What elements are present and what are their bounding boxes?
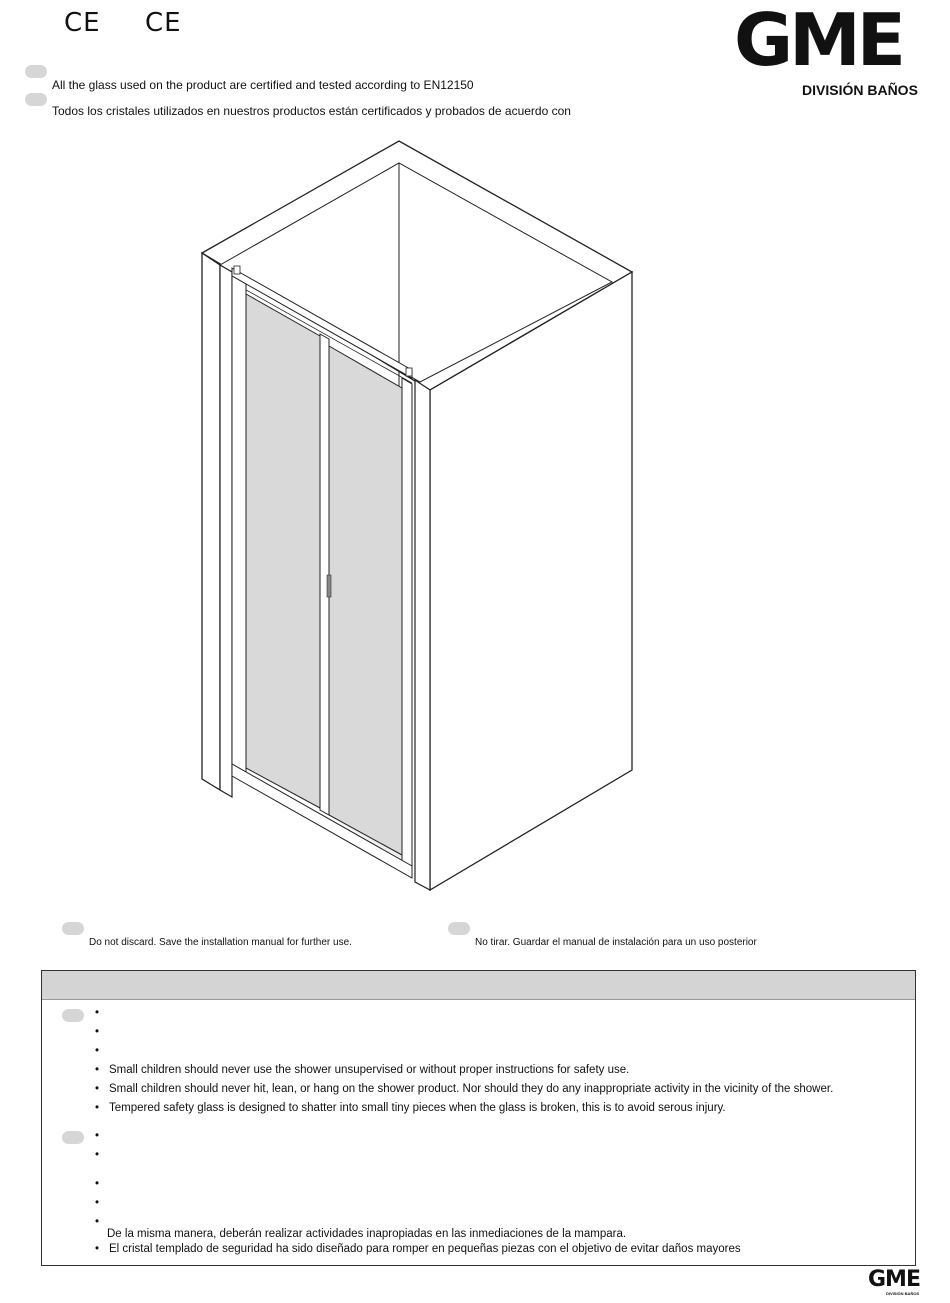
- ce-mark: CE: [145, 8, 182, 38]
- list-item: •: [95, 1007, 100, 1019]
- manual-notice-es: No tirar. Guardar el manual de instalación para un uso posterior: [475, 937, 757, 948]
- language-flag-badge: [62, 1131, 84, 1144]
- shower-enclosure-illustration: [190, 135, 640, 900]
- list-item: • El cristal templado de seguridad ha sido diseñado para romper en pequeñas piezas con el objetivo de evitar daños mayores: [95, 1243, 741, 1255]
- list-item: • Small children should never hit, lean, or hang on the shower product. Nor should they do any inappropriate activity in the vicinity of the shower.: [95, 1083, 834, 1095]
- list-item: • Small children should never use the shower unsupervised or without proper instructions for safety use.: [95, 1064, 630, 1076]
- list-item: •: [95, 1178, 100, 1190]
- list-item: •: [95, 1026, 100, 1038]
- list-item-continuation: De la misma manera, deberán realizar actividades inapropiadas en las inmediaciones de la mampara.: [107, 1228, 627, 1240]
- footer-logo: [868, 1267, 928, 1300]
- language-flag-badge: [62, 922, 84, 935]
- safety-box-header: [42, 971, 915, 1000]
- manual-notice-en: Do not discard. Save the installation manual for further use.: [89, 937, 352, 948]
- ce-mark: CE: [64, 8, 101, 38]
- safety-instructions-box: [41, 970, 916, 1266]
- list-item: •: [95, 1045, 100, 1057]
- logo-subtitle: DIVISIÓN BAÑOS: [802, 82, 918, 98]
- list-item: •: [95, 1149, 100, 1161]
- language-flag-badge: [25, 93, 47, 106]
- list-item: • Tempered safety glass is designed to shatter into small tiny pieces when the glass is broken, this is to avoid serous injury.: [95, 1102, 726, 1114]
- list-item: •: [95, 1216, 100, 1228]
- certification-text-es: Todos los cristales utilizados en nuestros productos están certificados y probados de acuerdo con: [52, 104, 571, 118]
- brand-logo: [734, 0, 918, 98]
- logo-text: GME: [734, 0, 902, 82]
- language-flag-badge: [25, 65, 47, 78]
- footer-logo-text: GME: [868, 1267, 920, 1292]
- footer-logo-subtitle: DIVISIÓN BAÑOS: [886, 1291, 920, 1296]
- language-flag-badge: [62, 1009, 84, 1022]
- language-flag-badge: [448, 922, 470, 935]
- list-item: •: [95, 1130, 100, 1142]
- certification-text-en: All the glass used on the product are certified and tested according to EN12150: [52, 78, 474, 92]
- list-item: •: [95, 1197, 100, 1209]
